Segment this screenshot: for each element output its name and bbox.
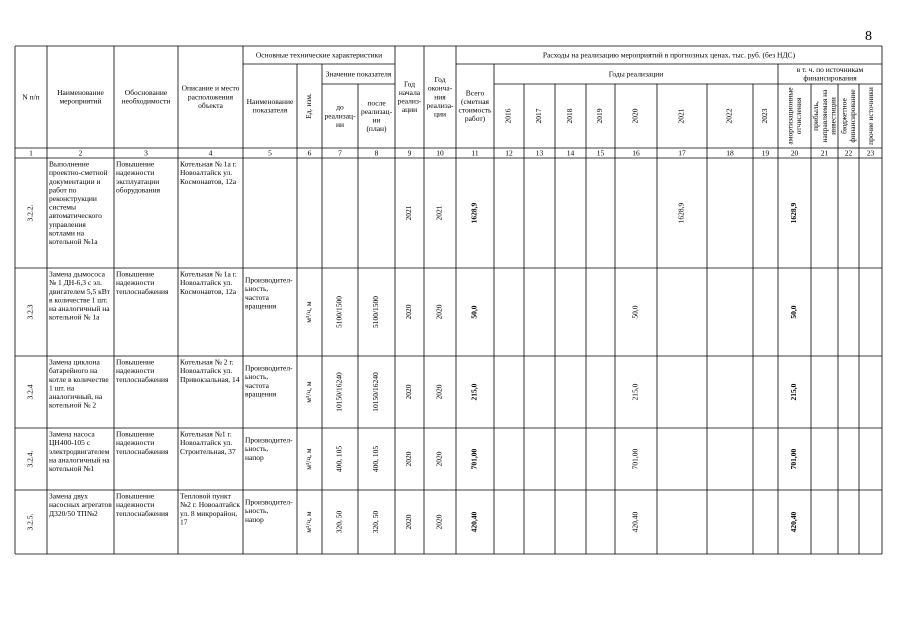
row-year-value: 1628,9 <box>676 202 686 224</box>
row-year-start: 2021 <box>404 205 414 221</box>
header-cost-group: Расходы на реализацию мероприятий в прогнозных ценах, тыс. руб. (без НДС) <box>542 50 796 60</box>
header-tech-group: Основные технические характеристики <box>255 50 383 60</box>
column-number: 22 <box>844 148 853 158</box>
row-total: 1628,9 <box>469 202 479 224</box>
header-year-2021: 2021 <box>676 108 686 124</box>
column-number: 21 <box>820 148 829 158</box>
header-basis: Обоснование необходимости <box>121 88 171 106</box>
column-number: 17 <box>678 148 686 158</box>
row-name: Замена насоса ЦН400-105 с электродвигателем на аналогичный на котельной №1 <box>49 429 110 473</box>
row-unit: м³/ч, м <box>304 511 314 533</box>
row-source-amortization: 701,00 <box>789 448 799 470</box>
column-number: 2 <box>78 148 83 158</box>
column-number: 19 <box>761 148 770 158</box>
row-after: 400, 105 <box>371 445 381 473</box>
header-year-start: Год начала реализ-ации <box>397 79 422 115</box>
column-number: 13 <box>535 148 544 158</box>
row-basis: Повышение надежности эксплуатации оборудования <box>116 159 161 195</box>
row-indicator: Производител-ьность, напор <box>245 497 293 524</box>
header-num: N п/п <box>22 92 40 102</box>
row-basis: Повышение надежности теплоснабжения <box>116 429 169 456</box>
column-number: 16 <box>632 148 640 158</box>
column-number: 3 <box>144 148 148 158</box>
header-indicator: Наименование показателя <box>246 97 294 115</box>
row-source-amortization: 50,0 <box>789 305 799 319</box>
row-description: Тепловой пункт №2 г. Новоалтайск ул. 8 микрорайон, 17 <box>180 491 240 527</box>
header-source-1: амортизационныеотчисления <box>785 87 804 145</box>
row-total: 420,40 <box>469 511 479 533</box>
row-name: Замена двух насосных агрегатов Д320/50 ТП№2 <box>49 491 112 518</box>
row-year-start: 2020 <box>404 451 414 467</box>
row-description: Котельная № 1а г. Новоалтайск ул. Космонавтов, 12а <box>180 159 237 186</box>
row-year-value: 420,40 <box>630 511 640 533</box>
header-year-2017: 2017 <box>534 108 544 124</box>
row-before: 400, 105 <box>334 445 344 473</box>
row-unit: м³/ч, м <box>304 448 314 470</box>
column-number: 6 <box>307 148 312 158</box>
header-sources-group: в т. ч. по источникам финансирования <box>796 65 864 83</box>
page-number: 8 <box>865 29 872 44</box>
row-year-end: 2020 <box>434 514 444 530</box>
row-description: Котельная № 1а г. Новоалтайск ул. Космонавтов, 12а <box>180 269 237 296</box>
header-description: Описание и место расположения объекта <box>181 83 240 110</box>
column-number: 12 <box>505 148 513 158</box>
row-name: Замена дымососа № 1 ДН-6,3 с эл. двигателем 5,5 кВт в количестве 1 шт. на аналогичный на котельной № 1а <box>49 269 111 322</box>
column-number: 15 <box>596 148 605 158</box>
row-year-value: 50,0 <box>630 305 640 319</box>
row-name: Замена циклона батарейного на котле в количестве 1 шт. на аналогичный, на котельной № 2 <box>49 357 109 410</box>
row-basis: Повышение надежности теплоснабжения <box>116 357 169 384</box>
row-before: 5100/1500 <box>334 295 344 329</box>
row-name: Выполнение проектно-сметной документации и работ по реконструкции системы автоматического управления котлами на котельной №1а <box>49 159 108 246</box>
row-year-start: 2020 <box>404 514 414 530</box>
column-number: 18 <box>726 148 734 158</box>
header-value-group: Значение показателя <box>325 69 392 79</box>
row-num: 3.2.3 <box>25 304 35 320</box>
header-name: Наименование мероприятий <box>57 88 104 106</box>
header-year-2022: 2022 <box>724 108 734 124</box>
row-num: 3.2.5. <box>25 513 35 531</box>
row-after: 10150/16240 <box>371 372 381 412</box>
row-year-end: 2020 <box>434 384 444 400</box>
row-total: 50,0 <box>469 305 479 319</box>
row-basis: Повышение надежности теплоснабжения <box>116 491 169 518</box>
column-number: 9 <box>407 148 412 158</box>
row-description: Котельная №1 г. Новоалтайск ул. Строительная, 37 <box>180 429 236 456</box>
row-unit: м³/ч, м <box>304 381 314 403</box>
row-source-amortization: 215,0 <box>789 383 799 401</box>
row-year-start: 2020 <box>404 304 414 320</box>
header-year-2018: 2018 <box>565 108 575 124</box>
header-total: Всего (сметная стоимость работ) <box>458 88 492 124</box>
column-number: 14 <box>566 148 575 158</box>
row-indicator: Производител-ьность, частота вращения <box>245 275 293 311</box>
header-year-2020: 2020 <box>630 108 640 124</box>
row-num: 3.2.2. <box>25 204 35 222</box>
row-year-end: 2021 <box>434 205 444 221</box>
row-year-end: 2020 <box>434 451 444 467</box>
column-number: 10 <box>436 148 444 158</box>
column-number: 11 <box>471 148 479 158</box>
row-before: 10150/16240 <box>334 372 344 412</box>
row-indicator: Производител-ьность, напор <box>245 435 293 462</box>
row-total: 215,0 <box>469 383 479 401</box>
row-num: 3.2.4. <box>25 450 35 468</box>
row-after: 5100/1500 <box>371 295 381 329</box>
column-number: 1 <box>29 148 33 158</box>
row-unit: м³/ч, м <box>304 301 314 323</box>
row-year-end: 2020 <box>434 304 444 320</box>
header-year-2016: 2016 <box>503 108 513 124</box>
column-number: 23 <box>866 148 875 158</box>
row-year-start: 2020 <box>404 384 414 400</box>
row-description: Котельная № 2 г. Новоалтайск ул. Привокзальная, 14 <box>180 357 240 384</box>
column-number: 8 <box>374 148 379 158</box>
header-source-2: прибыль,направляемая наинвестиции <box>811 89 838 143</box>
row-after: 320, 50 <box>371 510 381 534</box>
header-before: до реализац-ии <box>324 102 356 129</box>
row-total: 701,00 <box>469 448 479 470</box>
header-years-group: Годы реализации <box>608 69 664 79</box>
header-source-3: бюджетноефинансирование <box>839 89 858 143</box>
column-number: 4 <box>208 148 213 158</box>
header-year-2019: 2019 <box>595 108 605 124</box>
header-year-2023: 2023 <box>760 108 770 124</box>
header-unit: Ед. изм. <box>304 93 314 119</box>
header-after: после реализац-ии (план) <box>360 98 393 134</box>
column-number: 7 <box>338 148 342 158</box>
header-year-end: Год оконча-ния реализа-ции <box>426 75 454 119</box>
row-before: 320, 50 <box>334 510 344 534</box>
row-source-amortization: 1628,9 <box>789 202 799 224</box>
column-number: 5 <box>268 148 272 158</box>
row-num: 3.2.4 <box>25 384 35 400</box>
row-basis: Повышение надежности теплоснабжения <box>116 269 169 296</box>
row-year-value: 701,00 <box>630 448 640 470</box>
row-source-amortization: 420,40 <box>789 511 799 533</box>
row-indicator: Производител-ьность, частота вращения <box>245 363 293 399</box>
header-source-4: прочие источники <box>865 87 875 145</box>
row-year-value: 215,0 <box>630 383 640 401</box>
column-number: 20 <box>790 148 799 158</box>
